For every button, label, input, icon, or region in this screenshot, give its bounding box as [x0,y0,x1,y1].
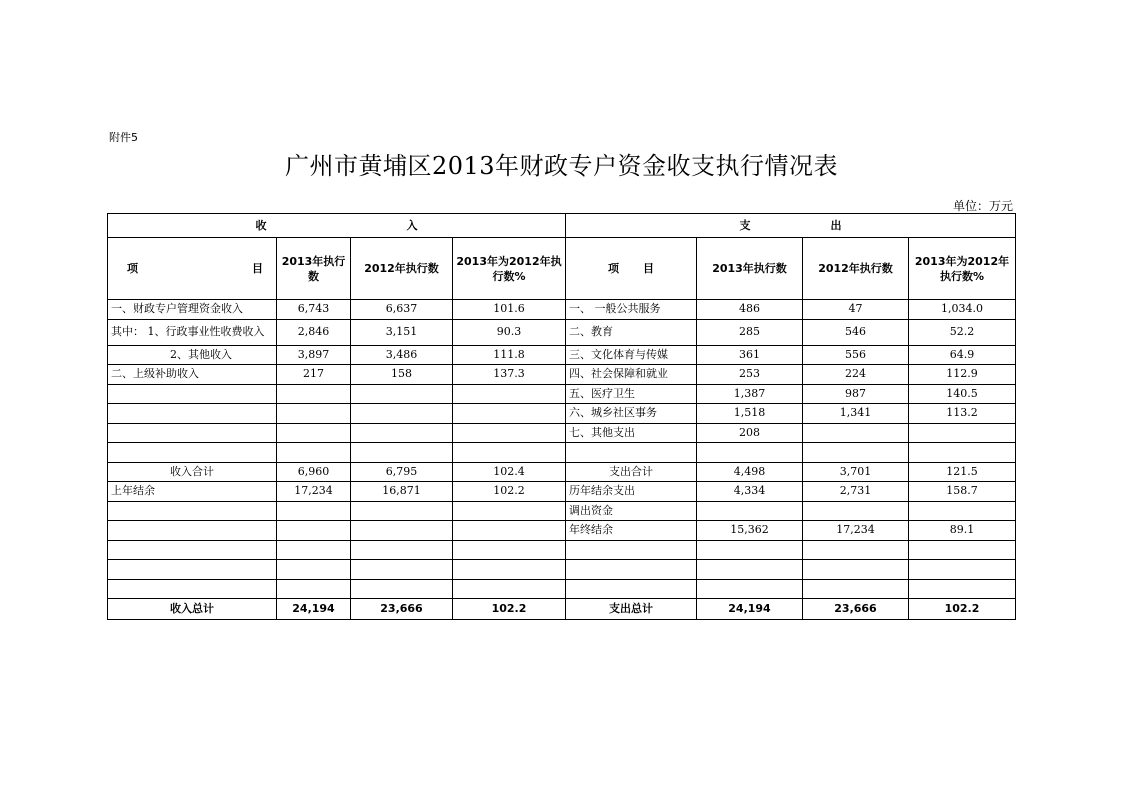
income-v2013-cell [277,423,351,443]
income-v2012-cell: 158 [351,365,453,385]
expense-v2013-cell [697,443,803,463]
table-row [108,404,1016,424]
income-item-label [108,404,277,424]
income-v2013-cell: 2,846 [277,319,351,345]
income-ratio-cell [453,579,566,599]
attachment-label: 附件5 [109,131,138,144]
expense-ratio-cell [909,423,1016,443]
expense-item-label: 支出合计 [566,462,697,482]
income-item-label [108,423,277,443]
item-char-2: 目 [643,262,654,275]
income-v2012-cell [351,501,453,521]
item-char-1: 项 [608,262,619,275]
income-v2013-cell: 217 [277,365,351,385]
income-group-char-1: 收 [255,218,267,232]
income-v2012-cell: 6,795 [351,462,453,482]
income-v2012-cell [351,521,453,541]
expense-v2013-cell: 15,362 [697,521,803,541]
expense-v2013-cell: 486 [697,300,803,320]
expense-total-ratio: 102.2 [909,599,1016,620]
income-item-label [108,443,277,463]
expense-v2013-cell: 4,334 [697,482,803,502]
expense-group-char-2: 出 [830,218,842,232]
expense-total-2012: 23,666 [803,599,909,620]
income-v2012-cell [351,579,453,599]
expense-v2012-cell [803,560,909,580]
income-item-label [108,540,277,560]
expense-v2012-cell: 3,701 [803,462,909,482]
income-ratio-cell [453,540,566,560]
expense-v2013-cell: 361 [697,345,803,365]
expense-v2013-cell: 253 [697,365,803,385]
expense-v2012-cell: 47 [803,300,909,320]
table-row [108,443,1016,463]
income-ratio-cell [453,560,566,580]
income-2012-header: 2012年执行数 [351,238,453,300]
expense-item-label: 六、城乡社区事务 [566,404,697,424]
expense-ratio-cell: 121.5 [909,462,1016,482]
income-ratio-cell [453,384,566,404]
income-v2013-cell [277,579,351,599]
income-item-label [108,501,277,521]
table-row [108,300,1016,320]
table-row [108,521,1016,541]
income-ratio-cell [453,423,566,443]
expense-v2013-cell: 4,498 [697,462,803,482]
expense-v2013-cell [697,501,803,521]
income-total-2013: 24,194 [277,599,351,620]
table-row [108,423,1016,443]
income-v2012-cell [351,540,453,560]
total-row [108,599,1016,620]
expense-v2012-cell [803,540,909,560]
expense-item-label [566,443,697,463]
income-item-label [108,384,277,404]
income-v2013-cell [277,560,351,580]
income-group-header [108,214,566,238]
expense-v2012-cell [803,501,909,521]
table-row [108,540,1016,560]
expense-v2012-cell: 987 [803,384,909,404]
page-title: 广州市黄埔区2013年财政专户资金收支执行情况表 [284,152,839,180]
expense-ratio-cell: 64.9 [909,345,1016,365]
income-item-header [108,238,277,300]
income-ratio-header: 2013年为2012年执行数% [453,238,566,300]
table-row [108,319,1016,345]
expense-ratio-cell: 113.2 [909,404,1016,424]
expense-v2013-cell [697,540,803,560]
expense-v2013-cell: 208 [697,423,803,443]
income-item-label: 一、财政专户管理资金收入 [108,300,277,320]
income-v2013-cell: 3,897 [277,345,351,365]
expense-v2012-cell: 17,234 [803,521,909,541]
expense-item-label: 历年结余支出 [566,482,697,502]
table-row [108,345,1016,365]
income-item-label: 上年结余 [108,482,277,502]
expense-ratio-cell: 89.1 [909,521,1016,541]
expense-v2012-cell: 1,341 [803,404,909,424]
income-ratio-cell: 102.4 [453,462,566,482]
income-v2013-cell [277,540,351,560]
expense-item-label: 年终结余 [566,521,697,541]
finance-table [107,213,1016,620]
income-v2013-cell [277,384,351,404]
expense-v2012-cell [803,443,909,463]
expense-v2012-cell: 224 [803,365,909,385]
income-total-label: 收入总计 [108,599,277,620]
expense-item-label: 一、 一般公共服务 [566,300,697,320]
income-v2013-cell: 6,743 [277,300,351,320]
table-row [108,482,1016,502]
income-v2013-cell [277,404,351,424]
unit-label: 单位：万元 [952,199,1013,213]
income-2013-header: 2013年执行数 [277,238,351,300]
income-v2013-cell [277,521,351,541]
expense-group-char-1: 支 [739,218,751,232]
income-group-char-2: 入 [406,218,418,232]
income-item-label: 收入合计 [108,462,277,482]
expense-v2012-cell [803,579,909,599]
expense-v2013-cell [697,579,803,599]
income-v2012-cell [351,560,453,580]
expense-v2013-cell: 285 [697,319,803,345]
income-v2013-cell [277,501,351,521]
income-item-label [108,579,277,599]
expense-v2013-cell: 1,518 [697,404,803,424]
income-v2012-cell [351,384,453,404]
table-row [108,462,1016,482]
expense-v2013-cell: 1,387 [697,384,803,404]
income-total-ratio: 102.2 [453,599,566,620]
expense-ratio-cell [909,579,1016,599]
expense-ratio-cell: 112.9 [909,365,1016,385]
expense-v2012-cell: 556 [803,345,909,365]
table-row [108,501,1016,521]
expense-item-label: 五、医疗卫生 [566,384,697,404]
expense-ratio-cell [909,560,1016,580]
item-char-2: 目 [252,262,263,275]
expense-total-label: 支出总计 [566,599,697,620]
income-v2012-cell [351,443,453,463]
income-ratio-cell: 90.3 [453,319,566,345]
income-v2013-cell: 6,960 [277,462,351,482]
expense-ratio-cell: 158.7 [909,482,1016,502]
expense-item-header [566,238,697,300]
expense-item-label: 七、其他支出 [566,423,697,443]
expense-item-label [566,579,697,599]
income-ratio-cell: 137.3 [453,365,566,385]
table-row [108,579,1016,599]
expense-2013-header: 2013年执行数 [697,238,803,300]
income-item-label: 其中： 1、行政事业性收费收入 [108,319,277,345]
income-ratio-cell [453,521,566,541]
expense-group-header [566,214,1016,238]
expense-v2012-cell [803,423,909,443]
income-v2013-cell [277,443,351,463]
income-v2012-cell: 16,871 [351,482,453,502]
expense-v2012-cell: 546 [803,319,909,345]
expense-ratio-header: 2013年为2012年执行数% [909,238,1016,300]
expense-ratio-cell [909,540,1016,560]
income-v2013-cell: 17,234 [277,482,351,502]
income-ratio-cell: 101.6 [453,300,566,320]
income-v2012-cell [351,423,453,443]
income-ratio-cell: 102.2 [453,482,566,502]
group-header-row [108,214,1016,238]
income-ratio-cell: 111.8 [453,345,566,365]
income-ratio-cell [453,443,566,463]
item-char-1: 项 [127,262,138,275]
expense-ratio-cell [909,501,1016,521]
expense-item-label: 三、文化体育与传媒 [566,345,697,365]
expense-item-label [566,540,697,560]
expense-item-label: 调出资金 [566,501,697,521]
expense-ratio-cell: 140.5 [909,384,1016,404]
expense-item-label: 二、教育 [566,319,697,345]
table-row [108,384,1016,404]
income-item-label: 二、上级补助收入 [108,365,277,385]
expense-item-label [566,560,697,580]
table-row [108,560,1016,580]
income-item-label [108,560,277,580]
column-header-row [108,238,1016,300]
expense-v2012-cell: 2,731 [803,482,909,502]
income-v2012-cell [351,404,453,424]
income-v2012-cell: 3,151 [351,319,453,345]
income-item-label [108,521,277,541]
income-v2012-cell: 6,637 [351,300,453,320]
expense-v2013-cell [697,560,803,580]
expense-ratio-cell [909,443,1016,463]
expense-2012-header: 2012年执行数 [803,238,909,300]
expense-total-2013: 24,194 [697,599,803,620]
expense-ratio-cell: 52.2 [909,319,1016,345]
income-item-label: 2、其他收入 [108,345,277,365]
income-v2012-cell: 3,486 [351,345,453,365]
income-ratio-cell [453,501,566,521]
expense-ratio-cell: 1,034.0 [909,300,1016,320]
table-row [108,365,1016,385]
income-ratio-cell [453,404,566,424]
income-total-2012: 23,666 [351,599,453,620]
expense-item-label: 四、社会保障和就业 [566,365,697,385]
